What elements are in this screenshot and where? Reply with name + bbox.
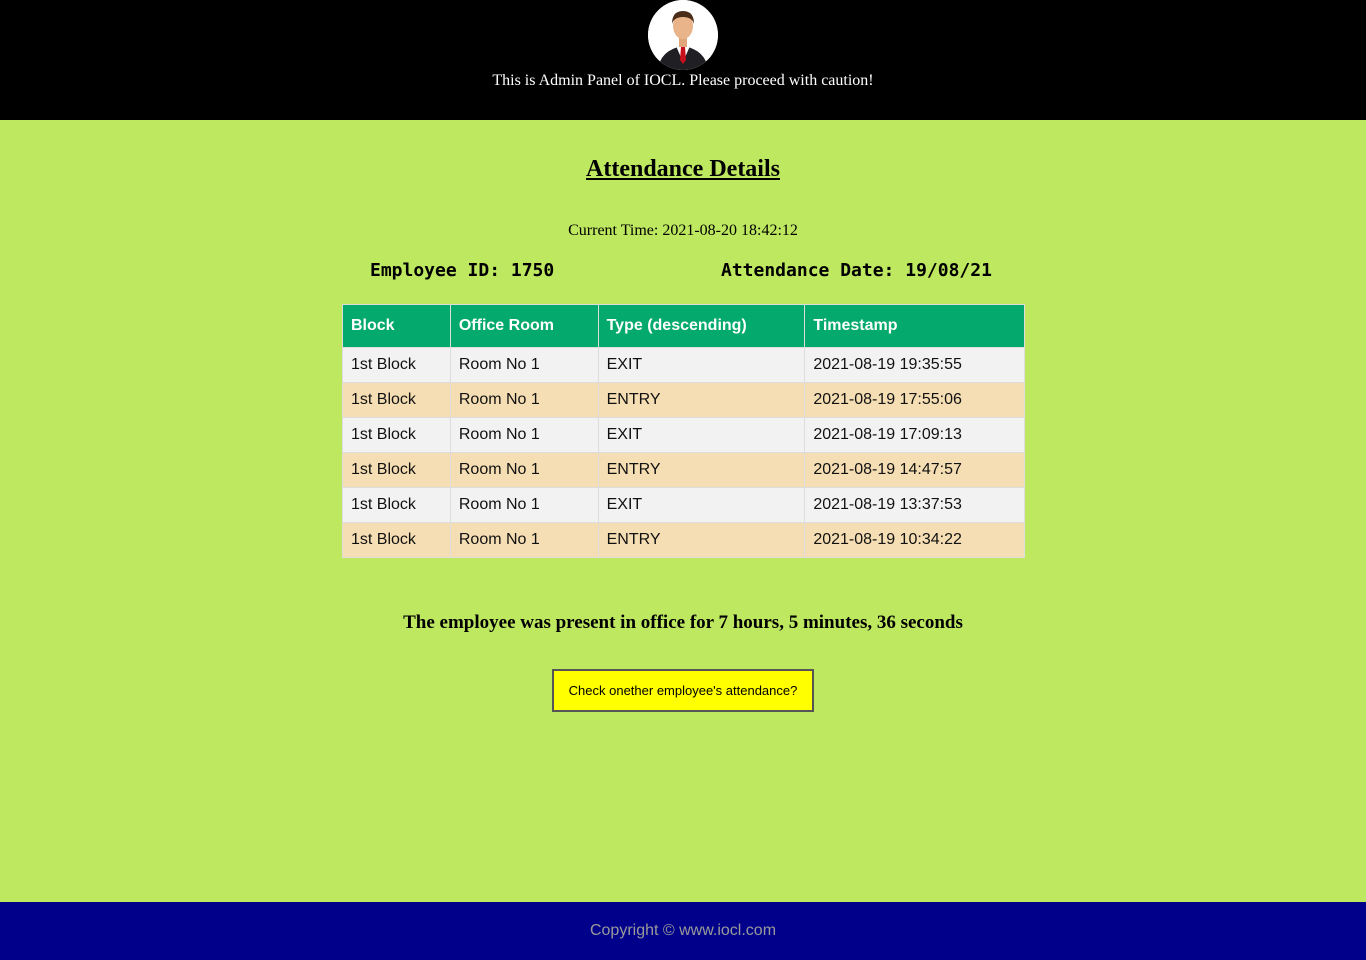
copyright-text: Copyright © www.iocl.com	[589, 922, 777, 939]
header-bar	[0, 0, 1366, 120]
cell-type: ENTRY	[598, 383, 805, 418]
table-row	[343, 453, 1025, 488]
table-row	[343, 488, 1025, 523]
table-row	[343, 523, 1025, 558]
column-header-office-room: Office Room	[450, 305, 598, 348]
cell-block: 1st Block	[343, 383, 451, 418]
cell-office-room: Room No 1	[450, 418, 598, 453]
cell-block: 1st Block	[343, 453, 451, 488]
footer-bar	[0, 902, 1366, 960]
column-header-type[interactable]: Type (descending)	[598, 305, 805, 348]
current-time: Current Time: 2021-08-20 18:42:12	[568, 222, 798, 239]
column-header-timestamp: Timestamp	[805, 305, 1025, 348]
cell-office-room: Room No 1	[450, 348, 598, 383]
cell-office-room: Room No 1	[450, 488, 598, 523]
table-row	[343, 348, 1025, 383]
presence-summary: The employee was present in office for 7 hours, 5 minutes, 36 seconds	[403, 612, 963, 633]
page-title: Attendance Details	[586, 156, 780, 182]
table-row	[343, 418, 1025, 453]
cell-type: ENTRY	[598, 453, 805, 488]
cell-block: 1st Block	[343, 348, 451, 383]
attendance-table	[342, 304, 1025, 558]
cell-block: 1st Block	[343, 523, 451, 558]
table-row	[343, 383, 1025, 418]
column-header-block: Block	[343, 305, 451, 348]
cell-timestamp: 2021-08-19 19:35:55	[805, 348, 1025, 383]
cell-timestamp: 2021-08-19 10:34:22	[805, 523, 1025, 558]
cell-block: 1st Block	[343, 418, 451, 453]
cell-timestamp: 2021-08-19 13:37:53	[805, 488, 1025, 523]
employee-id: Employee ID: 1750	[370, 260, 555, 281]
admin-warning-message: This is Admin Panel of IOCL. Please proceed with caution!	[492, 72, 874, 89]
cell-type: EXIT	[598, 418, 805, 453]
attendance-date: Attendance Date: 19/08/21	[721, 260, 992, 281]
cell-office-room: Room No 1	[450, 383, 598, 418]
cell-office-room: Room No 1	[450, 523, 598, 558]
table-header-row	[343, 305, 1025, 348]
cell-timestamp: 2021-08-19 14:47:57	[805, 453, 1025, 488]
cell-office-room: Room No 1	[450, 453, 598, 488]
cell-type: ENTRY	[598, 523, 805, 558]
cell-timestamp: 2021-08-19 17:55:06	[805, 383, 1025, 418]
cell-timestamp: 2021-08-19 17:09:13	[805, 418, 1025, 453]
businessman-avatar-icon	[648, 0, 718, 70]
cell-type: EXIT	[598, 348, 805, 383]
cell-type: EXIT	[598, 488, 805, 523]
check-another-employee-button[interactable]: Check onether employee's attendance?	[552, 669, 814, 712]
cell-block: 1st Block	[343, 488, 451, 523]
